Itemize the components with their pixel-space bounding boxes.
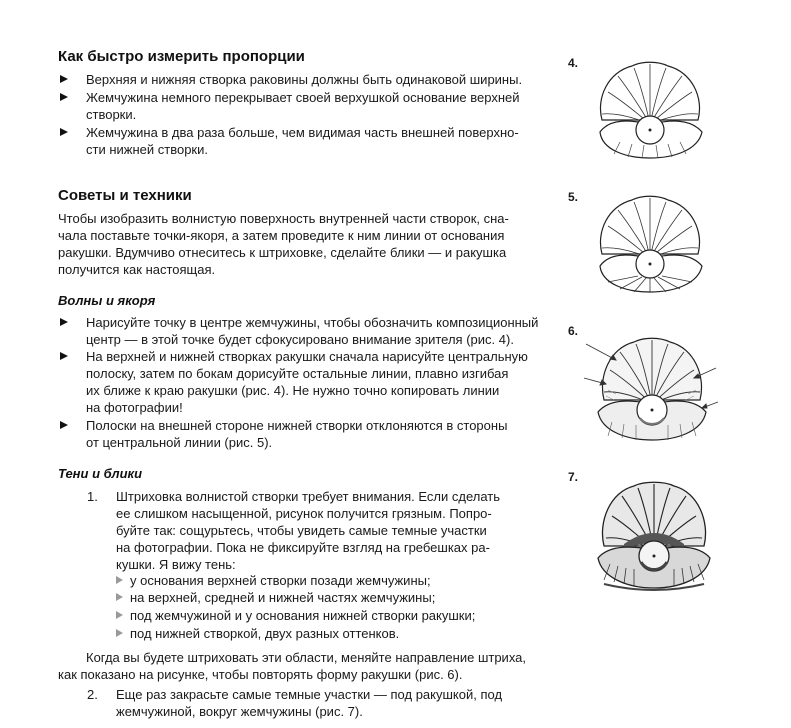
- subsection-title-waves: Волны и якоря: [58, 293, 156, 308]
- bullet-text: Жемчужина немного перекрывает своей верхушкой основание верхней: [86, 90, 520, 105]
- bullet-text: Верхняя и нижняя створка раковины должны быть одинаковой ширины.: [86, 72, 523, 87]
- subsection-title-shadows: Тени и блики: [58, 466, 143, 481]
- bullet-icon: [60, 75, 68, 83]
- section-title-proportions: Как быстро измерить пропорции: [58, 48, 305, 65]
- list-text: ее слишком насыщенной, рисунок получится грязным. Попро-: [116, 506, 492, 521]
- figure-label-4: 4.: [568, 56, 579, 70]
- shell-shaded-arrows-icon: [576, 330, 726, 450]
- subbullet-icon: [116, 576, 123, 584]
- subbullet-icon: [116, 593, 123, 601]
- bullet-icon: [60, 352, 68, 360]
- subbullet-icon: [116, 629, 123, 637]
- bullet-text: На верхней и нижней створках ракушки сначала нарисуйте центральную: [86, 349, 528, 364]
- bullet-text: Нарисуйте точку в центре жемчужины, чтобы обозначить композиционный: [86, 315, 539, 330]
- bullet-text: створки.: [86, 107, 137, 122]
- bullet-text: на фотографии!: [86, 400, 183, 415]
- section-title-tips: Советы и техники: [58, 187, 192, 204]
- list-text: Еще раз закрасьте самые темные участки — под ракушкой, под: [116, 687, 503, 702]
- shell-shaded-dark-icon: [584, 476, 724, 594]
- figure-label-7: 7.: [568, 470, 579, 484]
- list-text: Штриховка волнистой створки требует внимания. Если сделать: [116, 489, 501, 504]
- subbullet-text: на верхней, средней и нижней частях жемчужины;: [130, 590, 436, 605]
- figure-label-5: 5.: [568, 190, 579, 204]
- list-number: 1.: [87, 489, 98, 504]
- subbullet-text: у основания верхней створки позади жемчужины;: [130, 573, 431, 588]
- bullet-icon: [60, 128, 68, 136]
- list-text: жемчужиной, вокруг жемчужины (рис. 7).: [116, 704, 363, 719]
- bullet-text: Полоски на внешней стороне нижней створки отклоняются в стороны: [86, 418, 508, 433]
- intro-text: ракушки. Вдумчиво отнеситесь к штриховке, сделайте блики — и ракушка: [58, 245, 507, 260]
- list-text: кушки. Я вижу тень:: [116, 557, 236, 572]
- bullet-text: сти нижней створки.: [86, 142, 208, 157]
- bullet-icon: [60, 93, 68, 101]
- bullet-icon: [60, 421, 68, 429]
- bullet-text: их ближе к краю ракушки (рис. 4). Не нужно точно копировать линии: [86, 383, 500, 398]
- bullet-text: центр — в этой точке будет сфокусировано внимание зрителя (рис. 4).: [86, 332, 514, 347]
- figure-label-6: 6.: [568, 324, 579, 338]
- subbullet-text: под жемчужиной и у основания нижней створки ракушки;: [130, 608, 476, 623]
- paragraph-text: Когда вы будете штриховать эти области, меняйте направление штриха,: [86, 650, 527, 665]
- intro-text: Чтобы изобразить волнистую поверхность внутренней части створок, сна-: [58, 211, 509, 226]
- list-number: 2.: [87, 687, 98, 702]
- bullet-text: Жемчужина в два раза больше, чем видимая часть внешней поверхно-: [86, 125, 519, 140]
- subbullet-icon: [116, 611, 123, 619]
- intro-text: чала поставьте точки-якоря, а затем проведите к ним линии от основания: [58, 228, 505, 243]
- shell-outline-icon: [590, 58, 710, 168]
- bullet-text: полоску, затем по бокам дорисуйте остальные линии, плавно изгибая: [86, 366, 509, 381]
- bullet-icon: [60, 318, 68, 326]
- paragraph-text: как показано на рисунке, чтобы повторять форму ракушки (рис. 6).: [58, 667, 463, 682]
- list-text: буйте так: сощурьтесь, чтобы увидеть самые темные участки: [116, 523, 487, 538]
- subbullet-text: под нижней створкой, двух разных оттенков.: [130, 626, 400, 641]
- bullet-text: от центральной линии (рис. 5).: [86, 435, 273, 450]
- shell-outline-icon: [590, 192, 710, 302]
- list-text: на фотографии. Пока не фиксируйте взгляд на гребешках ра-: [116, 540, 490, 555]
- intro-text: получится как настоящая.: [58, 262, 216, 277]
